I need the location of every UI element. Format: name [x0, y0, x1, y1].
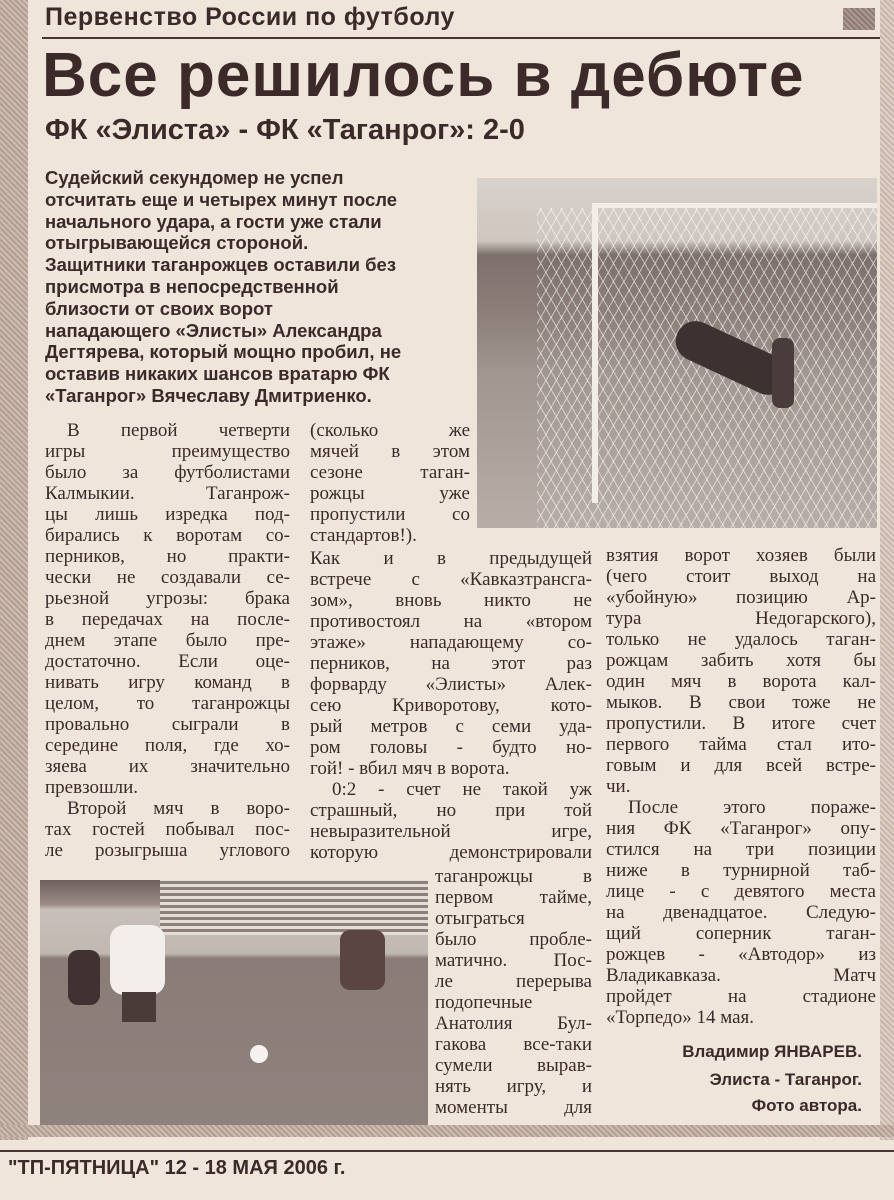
text-line: сумели вырав-: [435, 1055, 592, 1076]
football-ball: [250, 1045, 268, 1063]
text-line: тах гостей побывал пос-: [45, 819, 290, 840]
text-line: игры преимущество: [45, 441, 290, 462]
column-2-bottom: [435, 866, 592, 1118]
text-line: «Торпедо» 14 мая.: [606, 1007, 755, 1028]
lead-line: отсчитать еще и четырех минут после: [45, 188, 398, 210]
text-line: перников, но практи-: [45, 546, 290, 567]
dateline: Элиста - Таганрог.: [709, 1070, 862, 1089]
text-line: чи.: [606, 776, 631, 797]
text-line: стился на три позиции: [606, 839, 876, 860]
text-line: лице - с девятого места: [606, 881, 876, 902]
lead-line: оставив никаких шансов вратарю ФК: [45, 363, 390, 385]
footer-rule: [0, 1150, 894, 1152]
text-line: пропустили. В итоге счет: [606, 713, 876, 734]
page-edge-shading-bottom: [0, 1125, 894, 1137]
page-edge-shading: [0, 0, 28, 1140]
column-2-middle: [310, 548, 592, 863]
text-line: зом», вновь никто не: [310, 590, 592, 611]
lead-paragraph: [45, 167, 475, 407]
text-line: рожцы уже: [310, 483, 470, 504]
text-line: страшный, но при той: [310, 800, 592, 821]
text-line: перников, на этот раз: [310, 653, 592, 674]
lead-line: присмотра в непосредственной: [45, 275, 339, 297]
goal-post: [592, 203, 598, 503]
lead-line: «Таганрог» Вячеславу Дмитриенко.: [45, 384, 372, 406]
lead-line: Судейский секундомер не успел: [45, 167, 344, 188]
text-line: этаже» нападающему со-: [310, 632, 592, 653]
lead-line: близости от своих ворот: [45, 297, 273, 319]
text-line: таганрожцы в: [435, 866, 592, 887]
player-dark-shirt: [340, 930, 385, 990]
newspaper-footer: "ТП-ПЯТНИЦА" 12 - 18 МАЯ 2006 г.: [8, 1157, 346, 1179]
lead-line: Дегтярева, который мощно пробил, не: [45, 341, 402, 363]
text-line: было пробле-: [435, 929, 592, 950]
text-line: ния ФК «Таганрог» опу-: [606, 818, 876, 839]
text-line: первом тайме,: [435, 887, 592, 908]
text-line: встрече с «Кавказтрансга-: [310, 569, 592, 590]
text-line: первого тайма стал ито-: [606, 734, 876, 755]
text-line: подопечные: [435, 992, 533, 1013]
text-line: Владикавказа. Матч: [606, 965, 876, 986]
text-line: щий соперник таган-: [606, 923, 876, 944]
text-line: моменты для: [435, 1097, 592, 1118]
text-line: мячей в этом: [310, 441, 470, 462]
player-shorts: [122, 992, 156, 1022]
text-line: середине поля, где хо-: [45, 735, 290, 756]
section-kicker: Первенство России по футболу: [45, 3, 455, 31]
lead-line: нападающего «Элисты» Александра: [45, 319, 382, 341]
text-line: ниже в турнирной таб-: [606, 860, 876, 881]
text-line: пройдет на стадионе: [606, 986, 876, 1007]
headline: Все решилось в дебюте: [42, 41, 805, 110]
text-line: гакова все-таки: [435, 1034, 592, 1055]
text-line: 0:2 - счет не такой уж: [332, 779, 592, 800]
text-line: стандартов!).: [310, 525, 417, 546]
column-3: [606, 545, 876, 1028]
player-white-shirt: [110, 925, 165, 995]
text-line: «убойную» позицию Ар-: [606, 587, 876, 608]
text-line: рожцев - «Автодор» из: [606, 944, 876, 965]
match-photo: [40, 880, 428, 1125]
text-line: днем этапе было пре-: [45, 630, 290, 651]
text-line: Калмыкии. Таганрож-: [45, 483, 290, 504]
text-line: было за футболистами: [45, 462, 290, 483]
text-line: матично. Пос-: [435, 950, 592, 971]
text-line: бирались к воротам со-: [45, 525, 290, 546]
text-line: зяева их значительно: [45, 756, 290, 777]
lead-line: Защитники таганрожцев оставили без: [45, 254, 397, 276]
section-marker: [843, 8, 875, 30]
goal-photo: [477, 178, 877, 528]
text-line: рьезной угрозы: брака: [45, 588, 290, 609]
text-line: Как и в предыдущей: [310, 548, 592, 569]
text-line: ле перерыва: [435, 971, 592, 992]
text-line: (чего стоит выход на: [606, 566, 876, 587]
text-line: цы лишь изредка под-: [45, 504, 290, 525]
text-line: тура Недогарского),: [606, 608, 876, 629]
player-figure: [68, 950, 100, 1005]
text-line: нять игру, и: [435, 1076, 592, 1097]
header-rule: [42, 37, 880, 39]
text-line: пропустили со: [310, 504, 470, 525]
text-line: взятия ворот хозяев были: [606, 545, 876, 566]
text-line: превзошли.: [45, 777, 138, 798]
text-line: гой! - вбил мяч в ворота.: [310, 758, 510, 779]
player-figure: [772, 338, 794, 408]
stadium-stands: [160, 880, 428, 935]
text-line: сею Криворотову, кото-: [310, 695, 592, 716]
goal-crossbar: [592, 203, 877, 208]
text-line: один мяч в ворота кал-: [606, 671, 876, 692]
text-line: провально сыграли в: [45, 714, 290, 735]
author-byline: Владимир ЯНВАРЕВ.: [682, 1042, 862, 1061]
lead-line: отыгрывающейся стороной.: [45, 232, 309, 254]
text-line: Анатолия Бул-: [435, 1013, 592, 1034]
text-line: которую демонстрировали: [310, 842, 592, 863]
page-edge-shading-right: [880, 0, 894, 1140]
photo-credit: Фото автора.: [751, 1096, 862, 1115]
text-line: После этого пораже-: [628, 797, 876, 818]
text-line: нивать игру команд в: [45, 672, 290, 693]
text-line: отыграться: [435, 908, 525, 929]
text-line: противостоял на «втором: [310, 611, 592, 632]
column-1: [45, 420, 290, 861]
match-score-subtitle: ФК «Элиста» - ФК «Таганрог»: 2-0: [45, 114, 525, 146]
text-line: невыразительной игре,: [310, 821, 592, 842]
text-line: на двенадцатое. Следую-: [606, 902, 876, 923]
text-line: в передачах на после-: [45, 609, 290, 630]
text-line: ле розыгрыша углового: [45, 840, 290, 861]
text-line: чески не создавали се-: [45, 567, 290, 588]
text-line: сезоне таган-: [310, 462, 470, 483]
text-line: В первой четверти: [67, 420, 290, 441]
text-line: целом, то таганрожцы: [45, 693, 290, 714]
text-line: ром головы - будто но-: [310, 737, 592, 758]
text-line: достаточно. Если оце-: [45, 651, 290, 672]
column-2-top: [310, 420, 470, 546]
lead-line: начального удара, а гости уже стали: [45, 210, 382, 232]
text-line: (сколько же: [310, 420, 470, 441]
text-line: Второй мяч в воро-: [67, 798, 290, 819]
text-line: только не удалось таган-: [606, 629, 876, 650]
text-line: форварду «Элисты» Алек-: [310, 674, 592, 695]
text-line: мыков. В свои тоже не: [606, 692, 876, 713]
text-line: рый метров с семи уда-: [310, 716, 592, 737]
text-line: говым и для всей встре-: [606, 755, 876, 776]
text-line: рожцам забить хотя бы: [606, 650, 876, 671]
